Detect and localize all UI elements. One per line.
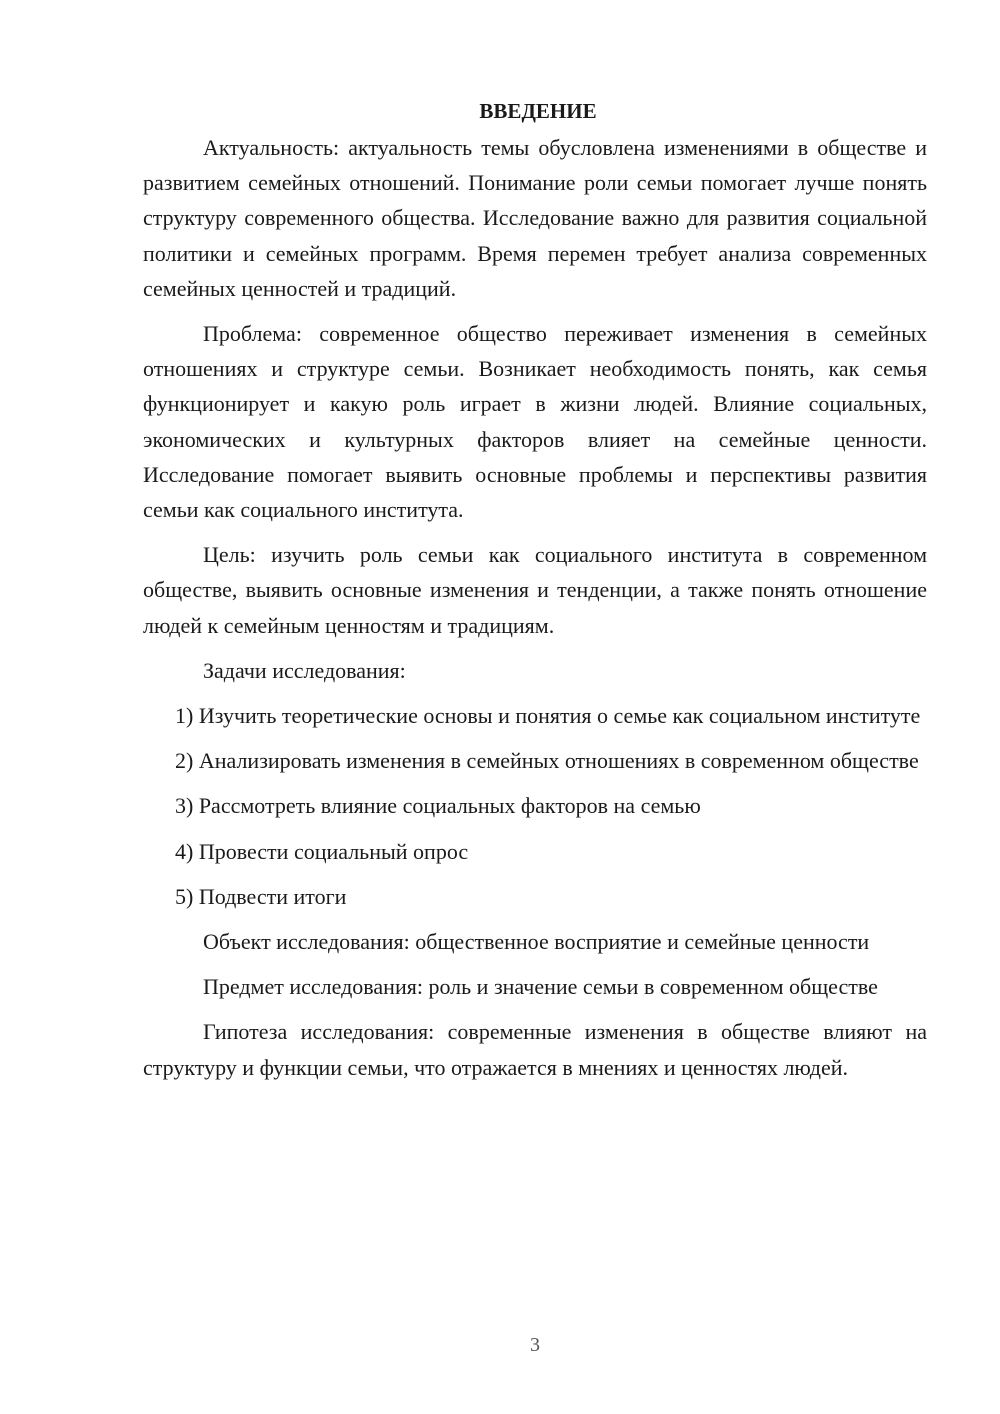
- tasks-label: Задачи исследования:: [203, 657, 406, 683]
- task-item: 3) Рассмотреть влияние социальных факторов на семью: [175, 793, 701, 819]
- object-paragraph: Объект исследования: общественное восприятие и семейные ценности: [203, 929, 870, 955]
- page-title: ВВЕДЕНИЕ: [479, 99, 597, 123]
- task-item: 2) Анализировать изменения в семейных отношениях в современном обществе: [175, 748, 919, 774]
- page-number: 3: [530, 1334, 540, 1356]
- problem-paragraph: Проблема: современное общество переживает изменения в семейных отношениях и структуре семьи. Возникает необходимость понять, как семья функционирует и какую роль играет в жизни людей. Влияние социальных, экономических и культурных факторов влияет на семейные ценности. Исследование помогает выявить основные проблемы и перспективы развития семьи как социального института.: [143, 321, 927, 523]
- hypothesis-paragraph: Гипотеза исследования: современные изменения в обществе влияют на структуру и функции семьи, что отражается в мнениях и ценностях людей.: [143, 1019, 927, 1080]
- task-item: 5) Подвести итоги: [175, 883, 347, 909]
- page-content: [143, 96, 927, 1085]
- task-item: 4) Провести социальный опрос: [175, 838, 469, 864]
- relevance-paragraph: Актуальность: актуальность темы обусловлена изменениями в обществе и развитием семейных отношений. Понимание роли семьи помогает лучше понять структуру современного общества. Исследование важно для развития социальной политики и семейных программ. Время перемен требует анализа современных семейных ценностей и традиций.: [143, 135, 927, 301]
- goal-paragraph: Цель: изучить роль семьи как социального института в современном обществе, выявить основные изменения и тенденции, а также понять отношение людей к семейным ценностям и традициям.: [143, 542, 927, 638]
- subject-paragraph: Предмет исследования: роль и значение семьи в современном обществе: [203, 974, 878, 1000]
- task-item: 1) Изучить теоретические основы и понятия о семье как социальном институте: [175, 703, 921, 729]
